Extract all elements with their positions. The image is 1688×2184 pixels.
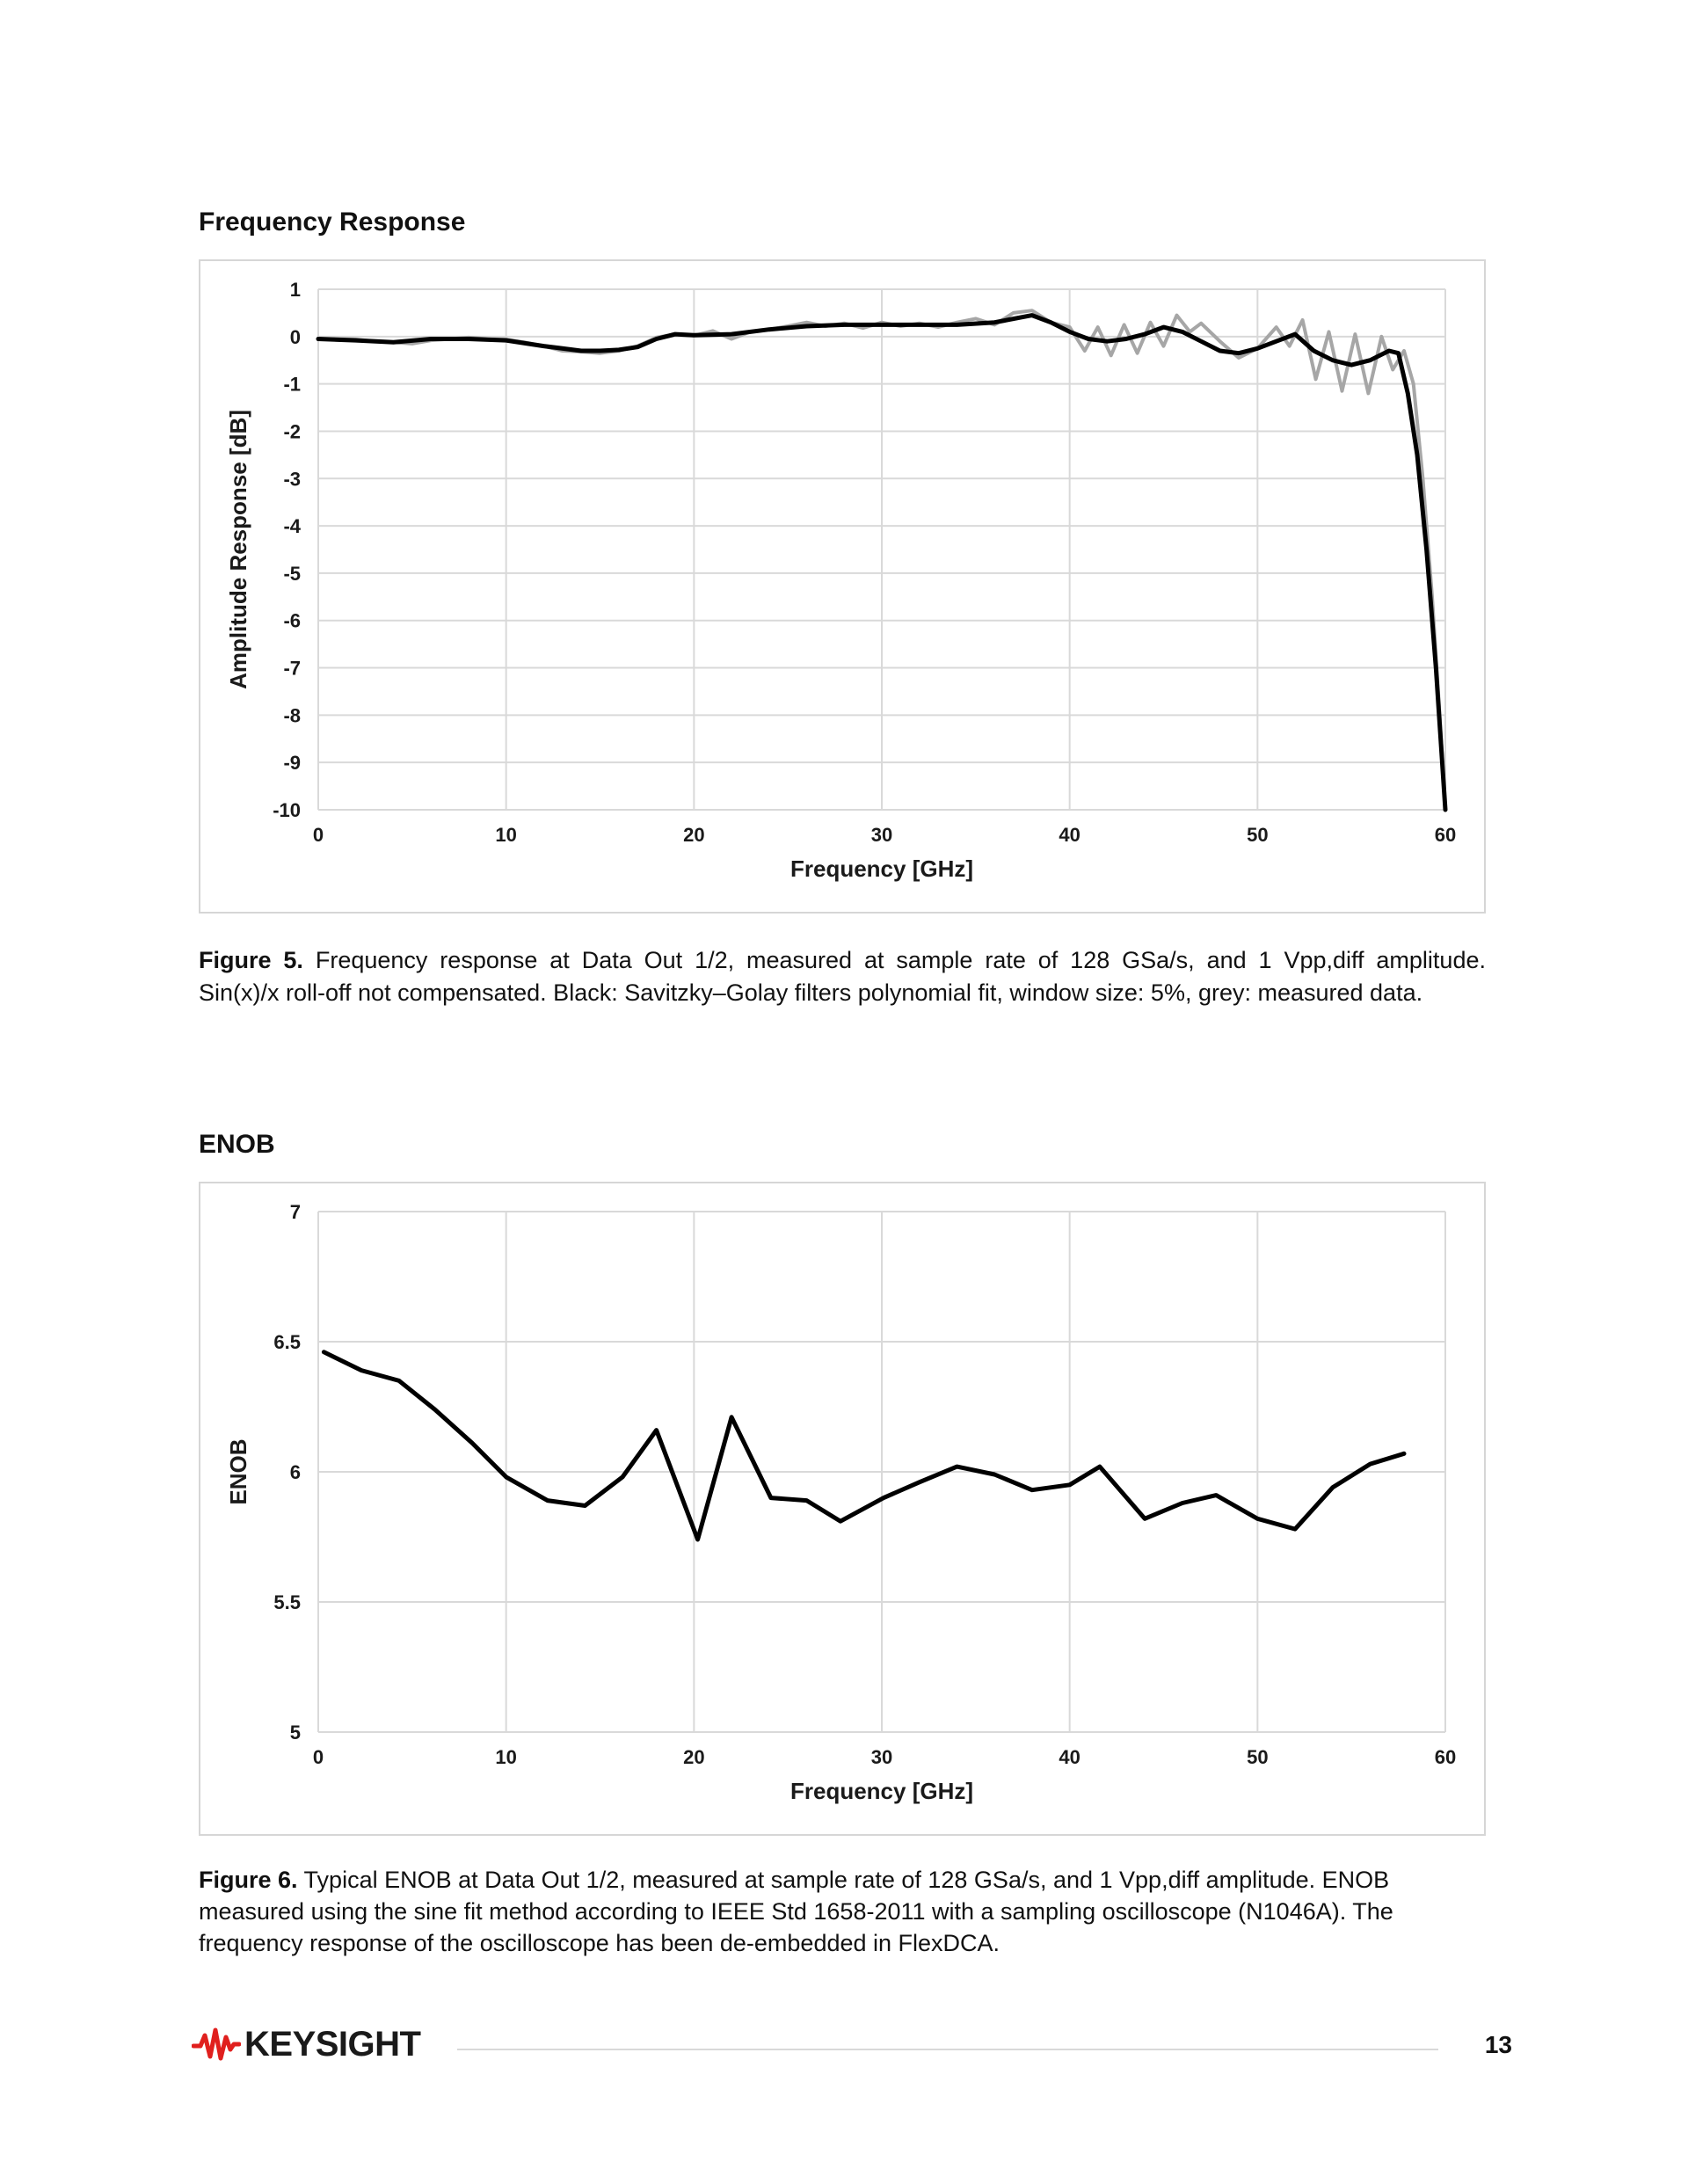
y-tick-label: 0 <box>289 325 301 348</box>
y-tick-label: -2 <box>283 420 301 443</box>
x-tick-label: 50 <box>1247 1746 1269 1768</box>
x-tick-label: 20 <box>683 824 705 846</box>
y-tick-label: -9 <box>283 752 301 775</box>
figure-5-text-line1: Frequency response at Data Out 1/2, measured at sample rate of 128 GSa/s, and 1 Vpp,diff amplitude. <box>315 947 1486 973</box>
y-tick-label: -7 <box>283 657 301 680</box>
frequency-response-svg <box>200 261 1488 915</box>
frequency-response-heading: Frequency Response <box>199 207 466 237</box>
y-tick-label: -4 <box>283 515 301 538</box>
y-tick-label: -10 <box>273 799 301 821</box>
keysight-logo <box>192 2022 420 2066</box>
x-tick-label: 10 <box>495 1746 517 1768</box>
enob-chart <box>199 1182 1486 1836</box>
figure-5-caption-line2 <box>199 977 1486 1009</box>
figure-6-caption <box>199 1864 1486 1959</box>
y-tick-label: 6.5 <box>273 1331 301 1353</box>
x-tick-label: 50 <box>1247 824 1269 846</box>
y-tick-label: 1 <box>289 279 301 301</box>
y-tick-label: -5 <box>283 562 301 585</box>
x-tick-label: 30 <box>870 824 893 846</box>
x-axis-title: Frequency [GHz] <box>789 855 974 882</box>
y-tick-label: 6 <box>289 1461 301 1483</box>
y-tick-label: -8 <box>283 704 301 727</box>
frequency-response-chart <box>199 259 1486 914</box>
x-axis-title: Frequency [GHz] <box>789 1778 974 1804</box>
x-tick-label: 40 <box>1059 824 1080 846</box>
x-tick-label: 0 <box>312 824 324 846</box>
x-tick-label: 60 <box>1434 1746 1457 1768</box>
y-tick-label: 7 <box>289 1201 301 1223</box>
figure-5-label: Figure 5. <box>199 947 303 973</box>
page-number: 13 <box>1484 2031 1512 2058</box>
y-tick-label: -3 <box>283 468 301 491</box>
x-tick-label: 40 <box>1059 1746 1080 1768</box>
x-tick-label: 0 <box>312 1746 324 1768</box>
figure-5-text-line2: Sin(x)/x roll-off not compensated. Black: Savitzky–Golay filters polynomial fit, window size: 5%, grey: measured data. <box>199 979 1423 1006</box>
figure-6-label: Figure 6. <box>199 1867 298 1893</box>
y-axis-title: Amplitude Response [dB] <box>225 410 251 689</box>
x-tick-label: 30 <box>870 1746 893 1768</box>
y-tick-label: -6 <box>283 609 301 632</box>
y-tick-label: -1 <box>283 373 301 396</box>
brand-name: KEYSIGHT <box>244 2024 421 2064</box>
figure-6-text: Typical ENOB at Data Out 1/2, measured at sample rate of 128 GSa/s, and 1 Vpp,diff amplitude. ENOB measured using the sine fit method according to IEEE Std 1658-2011 with a sampling oscilloscope (N1046A). The frequency response of the oscilloscope has been de-embedded in FlexDCA. <box>199 1867 1393 1956</box>
enob-svg <box>200 1183 1488 1838</box>
x-tick-label: 20 <box>683 1746 705 1768</box>
series-line-0 <box>324 1352 1404 1540</box>
y-tick-label: 5 <box>289 1722 301 1744</box>
figure-5-caption <box>199 944 1486 977</box>
y-tick-label: 5.5 <box>273 1591 301 1613</box>
keysight-wave-icon <box>192 2025 241 2064</box>
y-axis-title: ENOB <box>225 1438 251 1505</box>
footer-divider <box>457 2049 1438 2050</box>
enob-heading: ENOB <box>199 1130 275 1159</box>
x-tick-label: 10 <box>495 824 517 846</box>
x-tick-label: 60 <box>1434 824 1457 846</box>
